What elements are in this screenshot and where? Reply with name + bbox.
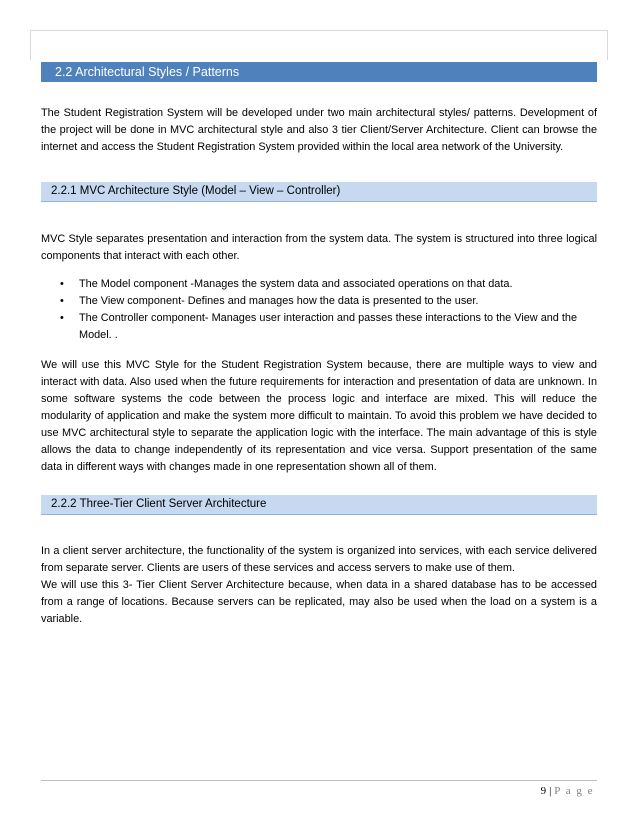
paragraph-architectural-intro: The Student Registration System will be developed under two main architectural styles/ patterns. Development of the project will be done in MVC architectural style and also 3 tier Client/Server Architecture. Client can browse the internet and access the Student Registration System provided within the local area network of the University. — [41, 107, 597, 153]
list-item — [41, 310, 597, 344]
page-content — [41, 62, 597, 628]
page-number: 9 — [540, 785, 547, 797]
paragraph-client-server: In a client server architecture, the functionality of the system is organized into services, with each service delivered from separate server. Clients are users of these services and access servers to make use of them. — [41, 545, 597, 574]
list-item-text: The View component- Defines and manages how the data is presented to the user. — [79, 295, 479, 307]
bullet-icon: • — [60, 295, 64, 307]
paragraph-three-tier-rationale: We will use this 3- Tier Client Server Architecture because, when data in a shared database has to be accessed from a range of locations. Because servers can be replicated, may also be used when the load on a system is a variable. — [41, 579, 597, 625]
list-item — [41, 276, 597, 293]
section-heading-architectural-styles: 2.2 Architectural Styles / Patterns — [41, 62, 597, 82]
section-heading-three-tier: 2.2.2 Three-Tier Client Server Architecture — [41, 495, 597, 515]
footer-divider — [41, 780, 597, 781]
bullet-icon: • — [60, 312, 64, 324]
mvc-component-list — [41, 276, 597, 344]
page-footer — [541, 785, 594, 797]
page-label: P a g e — [554, 785, 594, 797]
right-border-line — [607, 30, 608, 60]
list-item-text: The Controller component- Manages user interaction and passes these interactions to the View and the Model. . — [79, 312, 578, 341]
list-item — [41, 293, 597, 310]
bullet-icon: • — [60, 278, 64, 290]
top-border-line — [30, 30, 608, 31]
list-item-text: The Model component -Manages the system data and associated operations on that data. — [79, 278, 513, 290]
footer-separator: | — [549, 785, 552, 797]
paragraph-mvc-intro: MVC Style separates presentation and interaction from the system data. The system is structured into three logical components that interact with each other. — [41, 233, 597, 262]
left-border-line — [30, 30, 31, 60]
paragraph-mvc-rationale: We will use this MVC Style for the Student Registration System because, there are multiple ways to view and interact with data. Also used when the future requirements for interaction and presentation of data are unknown. In some software systems the code between the process logic and interface are mixed. This will reduce the modularity of application and make the system more difficult to maintain. To avoid this problem we have decided to use MVC architectural style to separate the application logic with the interface. The main advantage of this is style allows the data to change independently of its representation and vice versa. Support presentation of the same data in different ways with changes made in one representation shown all of them. — [41, 359, 597, 473]
section-heading-mvc: 2.2.1 MVC Architecture Style (Model – View – Controller) — [41, 182, 597, 202]
